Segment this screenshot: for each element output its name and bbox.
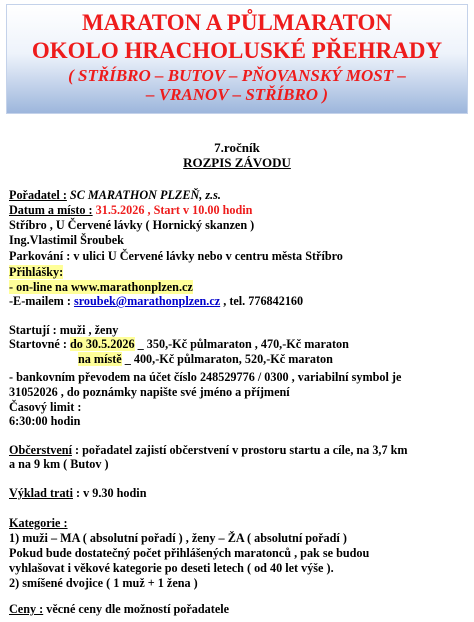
email-link[interactable]: sroubek@marathonplzen.cz <box>73 294 221 308</box>
phone-text: , tel. 776842160 <box>223 294 304 308</box>
fee-label: Startovné : <box>9 337 67 351</box>
categories-label: Kategorie : <box>9 516 68 530</box>
refreshment-label: Občerstvení <box>9 443 72 457</box>
categories-line2: Pokud bude dostatečný počet přihlášených maratonců , pak se budou <box>9 546 370 560</box>
route-line2: – VRANOV – STŘÍBRO ) <box>145 85 328 104</box>
categories-line4: 2) smíšené dvojice ( 1 muž + 1 žena ) <box>9 576 198 590</box>
edition: 7.ročník <box>214 140 260 155</box>
parking-line: Parkování : v ulici U Červené lávky nebo v centru města Stříbro <box>9 249 343 263</box>
categories-line3: vyhlašovat i věkové kategorie po deseti letech ( od 40 let výše ). <box>9 561 334 575</box>
registration-label: Přihlášky: <box>9 265 64 279</box>
email-label: -E-mailem : <box>9 294 71 308</box>
categories-line1: 1) muži – MA ( absolutní pořadí ) , ženy – ŽA ( absolutní pořadí ) <box>9 531 347 545</box>
starters-line: Startují : muži , ženy <box>9 323 119 337</box>
registration-online-link[interactable]: - on-line na www.marathonplzen.cz <box>9 280 193 294</box>
start-time-value: : v 9.30 hodin <box>72 486 147 500</box>
date-value: 31.5.2026 , Start v 10.00 hodin <box>95 203 253 217</box>
organizer-label: Pořadatel : <box>9 188 67 202</box>
prizes-label: Ceny : <box>9 602 44 616</box>
contact-name: Ing.Vlastimil Šroubek <box>9 233 124 247</box>
start-time-label: Výklad trati <box>9 486 73 500</box>
time-limit-label: Časový limit : <box>9 400 82 414</box>
refreshment-text: : pořadatel zajistí občerstvení v prostoru startu a cíle, na 3,7 km <box>71 443 408 457</box>
start-time-line <box>9 486 146 501</box>
organizer-value: SC MARATHON PLZEŇ, z.s. <box>69 188 221 202</box>
place-line: Stříbro , U Červené lávky ( Hornický skanzen ) <box>9 218 255 232</box>
registration-email-line <box>9 294 303 309</box>
payment-line2: 31052026 , do poznámky napište své jméno a příjmení <box>9 385 290 399</box>
fee-early-label: do 30.5.2026 <box>69 337 135 351</box>
fee-early-value: _ 350,-Kč půlmaraton , 470,-Kč maraton <box>137 337 349 351</box>
refreshment-line1 <box>9 443 408 458</box>
fee-line1 <box>9 337 349 352</box>
prizes-line <box>9 602 229 617</box>
organizer-line <box>9 188 221 203</box>
prizes-value: věcné ceny dle možností pořadatele <box>43 602 230 616</box>
registration-online-line <box>9 280 193 295</box>
time-limit-value: 6:30:00 hodin <box>9 414 81 428</box>
doc-title: ROZPIS ZÁVODU <box>183 155 291 170</box>
categories-label-line <box>9 516 68 531</box>
date-line <box>9 203 252 218</box>
route-line1: ( STŘÍBRO – BUTOV – PŇOVANSKÝ MOST – <box>68 66 406 85</box>
date-label: Datum a místo : <box>9 203 93 217</box>
fee-onsite-value: _ 400,-Kč půlmaraton, 520,-Kč maraton <box>124 352 333 366</box>
fee-onsite-label: na místě <box>78 352 122 366</box>
fee-line2 <box>78 352 333 367</box>
event-title-line2: OKOLO HRACHOLUSKÉ PŘEHRADY <box>31 38 443 63</box>
event-title-line1: MARATON A PŮLMARATON <box>81 10 393 35</box>
payment-line1: - bankovním převodem na účet číslo 248529776 / 0300 , variabilní symbol je <box>9 370 402 384</box>
registration-label-line <box>9 265 63 280</box>
refreshment-line2: a na 9 km ( Butov ) <box>9 457 109 471</box>
